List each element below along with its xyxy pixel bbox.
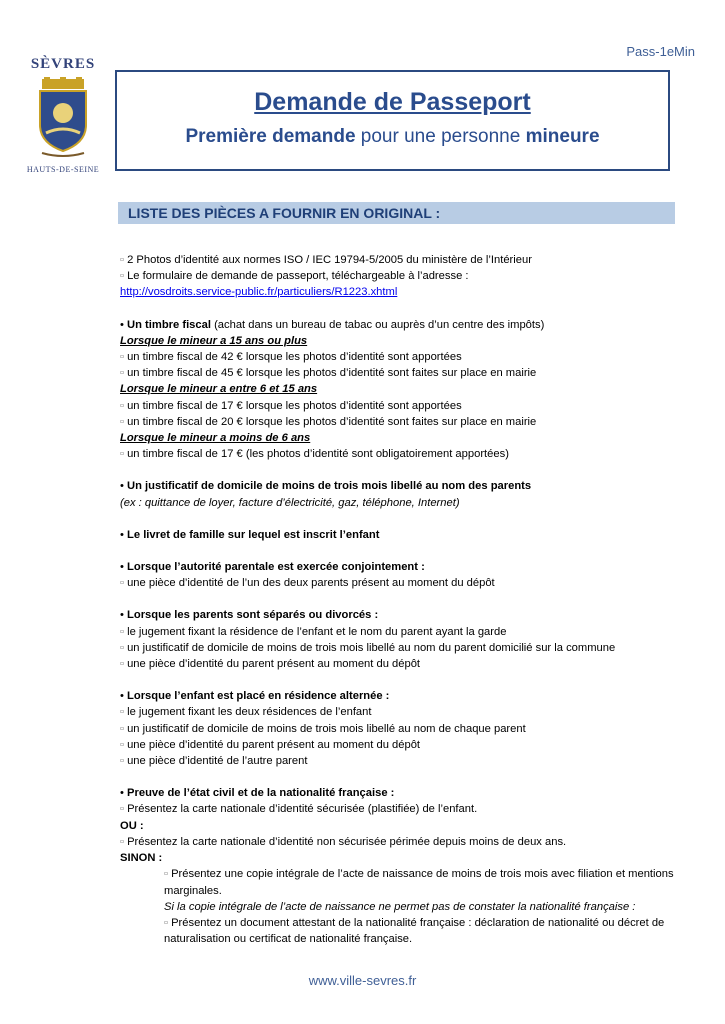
- subheading: Lorsque le mineur a 15 ans ou plus: [120, 334, 308, 347]
- subheading: Lorsque le mineur a moins de 6 ans: [120, 432, 311, 445]
- title-box: [115, 70, 670, 171]
- note: Si la copie intégrale de l’acte de naissance ne permet pas de constater la nationalité française :: [164, 900, 636, 913]
- page-subtitle: Première demande pour une personne mineure: [185, 126, 600, 147]
- list-item: (ex : quittance de loyer, facture d’électricité, gaz, téléphone, Internet): [120, 496, 460, 509]
- list-item: • Preuve de l’état civil et de la nationalité française :: [120, 787, 395, 800]
- subheading: Lorsque le mineur a entre 6 et 15 ans: [120, 383, 318, 396]
- list-item: ▫ un timbre fiscal de 17 € (les photos d’identité sont obligatoirement apportées): [120, 446, 690, 462]
- list-item: ▫ une pièce d’identité du parent présent au moment du dépôt: [120, 656, 690, 672]
- list-item: ▫ le jugement fixant la résidence de l’enfant et le nom du parent ayant la garde: [120, 624, 690, 640]
- list-item: • Un justificatif de domicile de moins de trois mois libellé au nom des parents: [120, 480, 532, 493]
- list-item: • Le livret de famille sur lequel est inscrit l’enfant: [120, 528, 380, 541]
- list-item: ▫ une pièce d’identité de l’autre parent: [120, 753, 690, 769]
- list-item: • Un timbre fiscal (achat dans un bureau de tabac ou auprès d’un centre des impôts): [120, 318, 545, 331]
- city-logo: [22, 56, 104, 174]
- list-item: ▫ Présentez un document attestant de la nationalité française : déclaration de nationalité ou décret de naturalisation ou certificat de nationalité française.: [120, 915, 690, 947]
- list-item: ▫ 2 Photos d’identité aux normes ISO / IEC 19794-5/2005 du ministère de l’Intérieur: [120, 252, 690, 268]
- list-item: • Lorsque l’enfant est placé en résidence alternée :: [120, 690, 390, 703]
- list-item: ▫ un timbre fiscal de 45 € lorsque les photos d’identité sont faites sur place en mairie: [120, 365, 690, 381]
- list-item: • Lorsque l’autorité parentale est exercée conjointement :: [120, 561, 425, 574]
- list-item: ▫ un justificatif de domicile de moins de trois mois libellé au nom du parent domicilié sur la commune: [120, 640, 690, 656]
- subheading: OU :: [120, 819, 144, 832]
- section-heading: LISTE DES PIÈCES A FOURNIR EN ORIGINAL :: [118, 202, 675, 224]
- list-item: ▫ le jugement fixant les deux résidences de l’enfant: [120, 704, 690, 720]
- coat-of-arms-icon: [32, 77, 94, 159]
- footer-website[interactable]: www.ville-sevres.fr: [308, 973, 417, 988]
- list-item: ▫ Présentez la carte nationale d’identité sécurisée (plastifiée) de l’enfant.: [120, 801, 690, 817]
- list-item: ▫ un justificatif de domicile de moins de trois mois libellé au nom de chaque parent: [120, 721, 690, 737]
- list-item: ▫ une pièce d’identité du parent présent au moment du dépôt: [120, 737, 690, 753]
- list-item: ▫ Le formulaire de demande de passeport, téléchargeable à l’adresse :: [120, 268, 690, 284]
- logo-city-name: SÈVRES: [30, 56, 96, 72]
- document-body: [120, 252, 690, 947]
- page-title: Demande de Passeport: [254, 88, 531, 116]
- list-item: ▫ un timbre fiscal de 20 € lorsque les photos d’identité sont faites sur place en mairie: [120, 414, 690, 430]
- logo-department: HAUTS-DE-SEINE: [26, 165, 100, 174]
- list-item: • Lorsque les parents sont séparés ou divorcés :: [120, 609, 379, 622]
- list-item: ▫ Présentez une copie intégrale de l’acte de naissance de moins de trois mois avec filiation et mentions marginales.: [120, 866, 690, 898]
- document-reference: Pass-1eMin: [626, 44, 695, 59]
- form-download-link[interactable]: http://vosdroits.service-public.fr/particuliers/R1223.xhtml: [120, 286, 398, 299]
- subheading: SINON :: [120, 852, 163, 865]
- list-item: ▫ un timbre fiscal de 17 € lorsque les photos d’identité sont apportées: [120, 398, 690, 414]
- list-item: ▫ une pièce d’identité de l’un des deux parents présent au moment du dépôt: [120, 575, 690, 591]
- list-item: ▫ Présentez la carte nationale d’identité non sécurisée périmée depuis moins de deux ans.: [120, 834, 690, 850]
- list-item: ▫ un timbre fiscal de 42 € lorsque les photos d’identité sont apportées: [120, 349, 690, 365]
